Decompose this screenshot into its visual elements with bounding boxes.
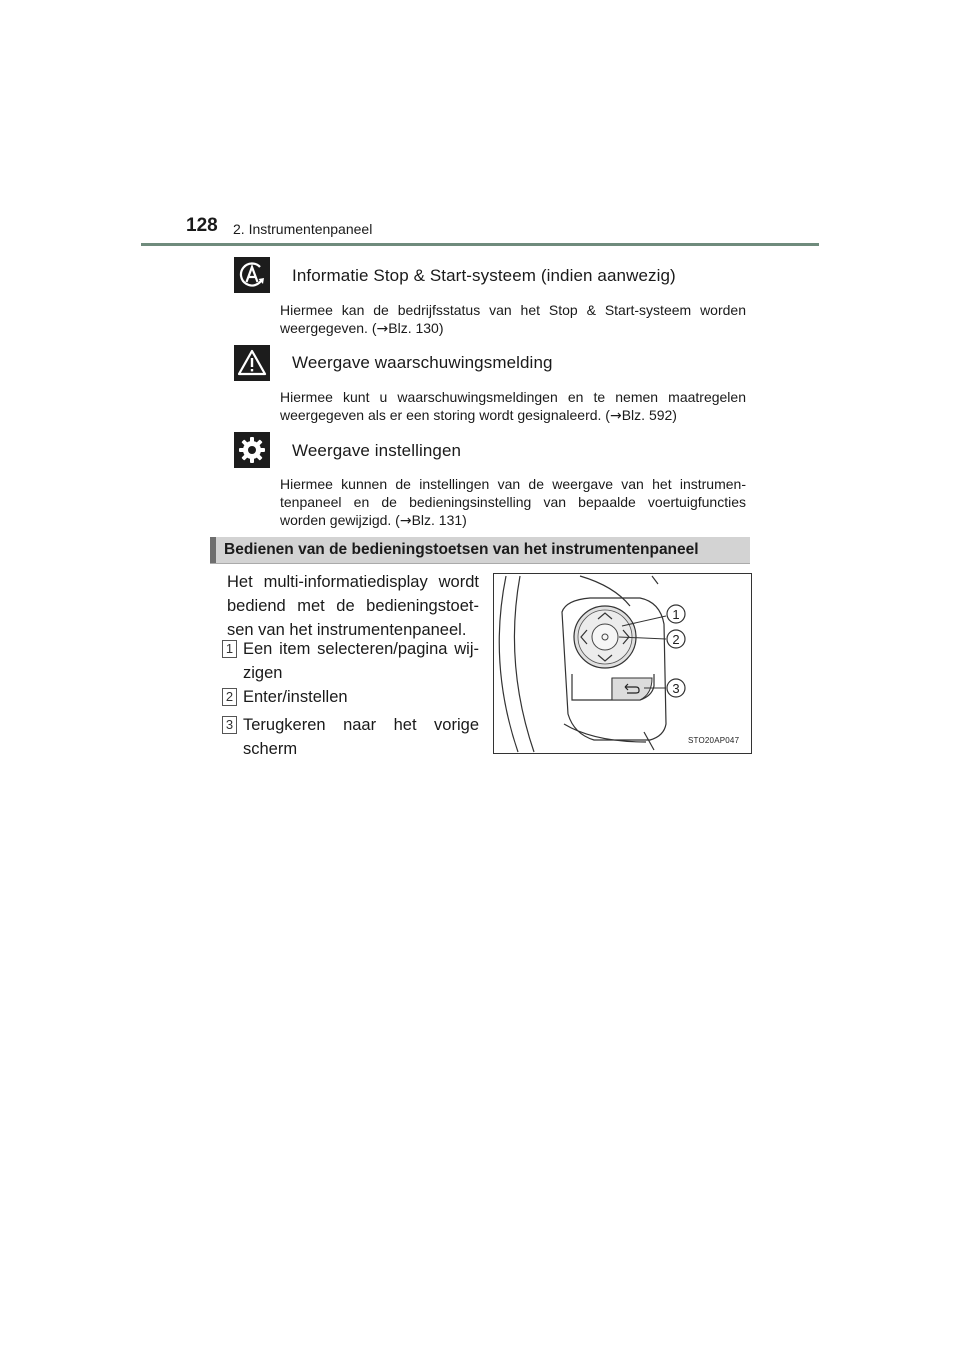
- section-heading-accent: [210, 537, 216, 563]
- page-number: 128: [186, 215, 218, 236]
- section-desc-settings: Hiermee kunnen de instellingen van de weergave van het instrumentenpaneel en de bedieningsinstelling van bepaalde voertuigfuncties worden gewijzigd. (→Blz. 131): [280, 476, 746, 529]
- controls-intro: Het multi-informatiedisplay wordt bediend met de bedieningstoetsen van het instrumentenpaneel.: [227, 573, 479, 639]
- chapter-title: 2. Instrumentenpaneel: [233, 221, 373, 237]
- callout-3: 3: [672, 681, 680, 696]
- callout-1: 1: [672, 607, 680, 622]
- callout-2: 2: [672, 632, 680, 647]
- section-heading-underline: [210, 563, 750, 564]
- section-title-warning: Weergave waarschuwingsmelding: [292, 353, 553, 372]
- section-title-stop-start: Informatie Stop & Start-systeem (indien aanwezig): [292, 266, 676, 285]
- section-title-settings: Weergave instellingen: [292, 441, 462, 460]
- warning-triangle-icon: [234, 345, 270, 381]
- item-text-1: Een item selecteren/pagina wijzigen: [243, 640, 479, 682]
- figure-code: STO20AP047: [688, 736, 740, 745]
- item-text-3: Terugkeren naar het vorige scherm: [243, 716, 479, 758]
- item-number-2: 2: [222, 688, 237, 706]
- item-text-2: Enter/instellen: [243, 688, 348, 706]
- stop-start-icon: [234, 257, 270, 293]
- steering-switch-illustration: [494, 574, 751, 753]
- header-rule: [141, 243, 819, 246]
- section-desc-stop-start: Hiermee kan de bedrijfsstatus van het Stop & Start-systeem worden weergegeven. (→Blz. 130): [280, 302, 746, 337]
- controls-section-heading: Bedienen van de bedieningstoetsen van het instrumentenpaneel: [224, 541, 699, 558]
- gear-icon: [234, 432, 270, 468]
- item-number-1: 1: [222, 640, 237, 658]
- steering-switch-figure: [493, 573, 752, 754]
- section-desc-warning: Hiermee kunt u waarschuwingsmeldingen en te nemen maatregelen weergegeven als er een storing wordt gesignaleerd. (→Blz. 592): [280, 389, 746, 424]
- item-number-3: 3: [222, 716, 237, 734]
